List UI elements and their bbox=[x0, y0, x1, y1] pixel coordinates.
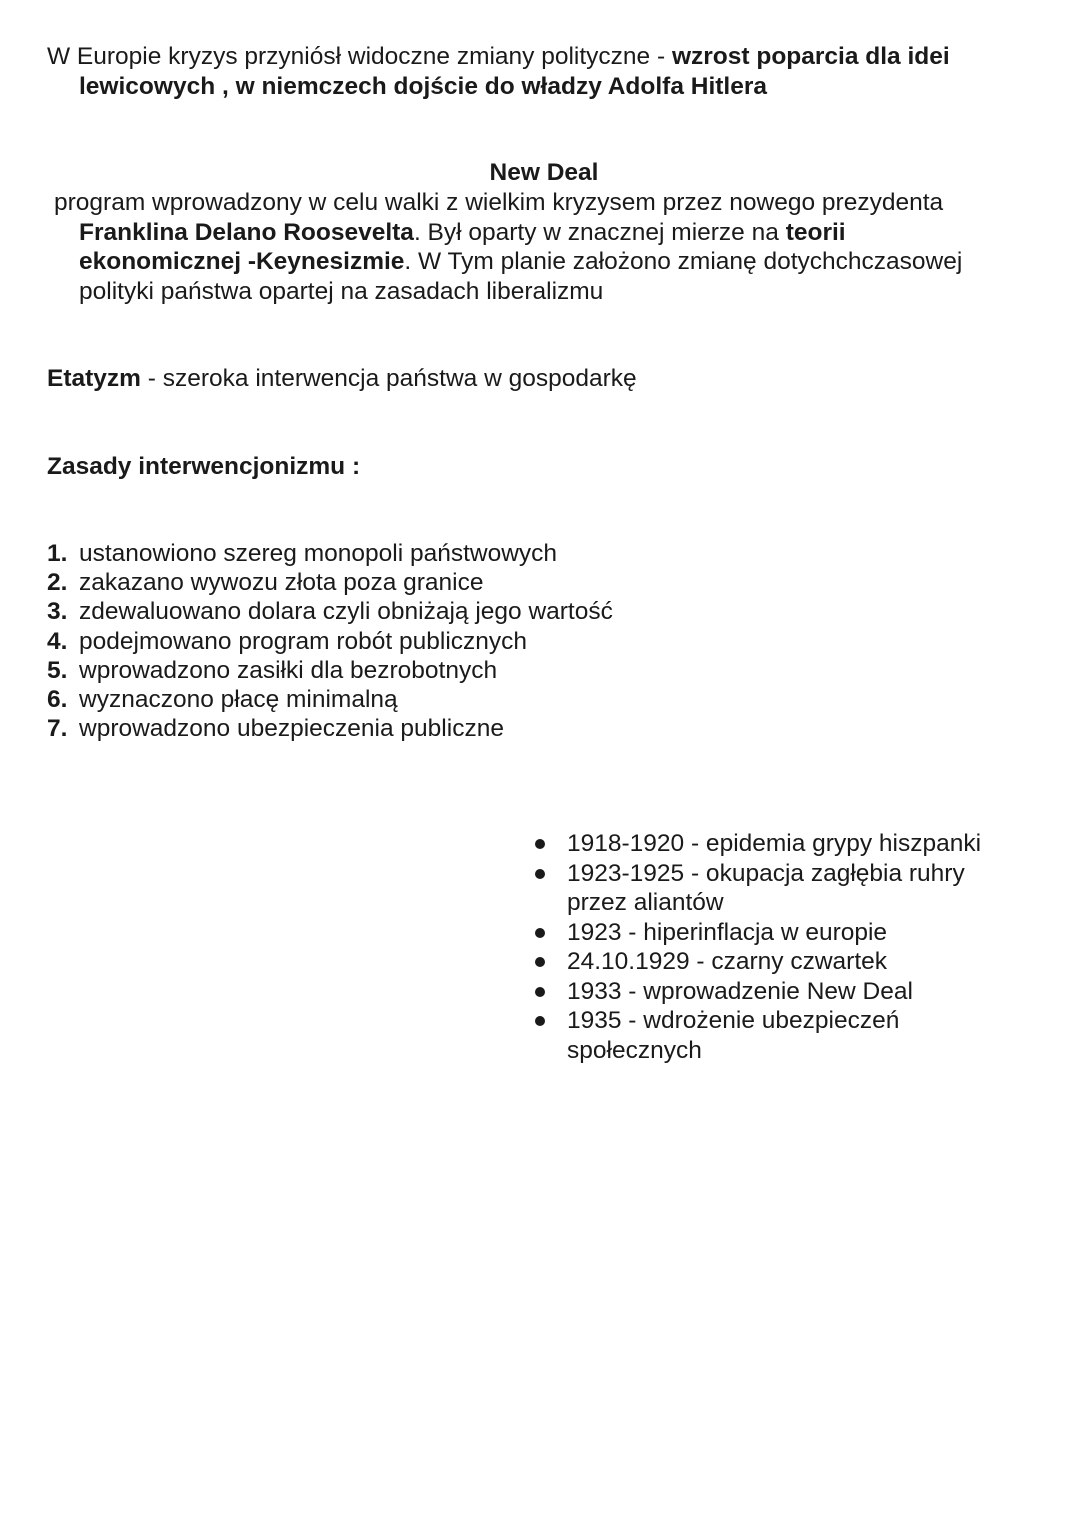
list-item-number: 2. bbox=[47, 569, 68, 597]
list-item-number: 7. bbox=[47, 715, 68, 743]
list-item bbox=[47, 714, 613, 743]
list-item bbox=[47, 597, 613, 626]
list-item bbox=[47, 656, 613, 685]
etatyzm-definition bbox=[47, 364, 947, 394]
list-item-number: 6. bbox=[47, 685, 68, 713]
timeline-item-text-continued: społecznych bbox=[567, 1036, 702, 1064]
new-deal-line-3 bbox=[54, 247, 1034, 277]
list-item-text: wprowadzono ubezpieczenia publiczne bbox=[79, 715, 504, 743]
list-item bbox=[47, 685, 613, 714]
keynesizm-text: ekonomicznej -Keynesizmie bbox=[79, 248, 405, 275]
timeline-item-text: 1918-1920 - epidemia grypy hiszpanki bbox=[567, 830, 982, 857]
new-deal-heading: New Deal bbox=[489, 159, 599, 186]
new-deal-line-4: polityki państwa opartej na zasadach liberalizmu bbox=[79, 277, 604, 305]
intro-text: W Europie kryzys przyniósł widoczne zmiany polityczne - bbox=[47, 43, 672, 70]
list-item-text: podejmowano program robót publicznych bbox=[79, 627, 528, 655]
timeline-item-text: 1935 - wdrożenie ubezpieczeń bbox=[567, 1007, 900, 1034]
timeline-item-text: 1923-1925 - okupacja zagłębia ruhry bbox=[567, 859, 965, 887]
roosevelt-name: Franklina Delano Roosevelta bbox=[79, 218, 414, 246]
bullet-icon bbox=[535, 928, 545, 938]
intro-paragraph bbox=[47, 42, 1037, 101]
list-item-number: 1. bbox=[47, 540, 68, 567]
timeline-item bbox=[535, 829, 1015, 859]
list-item-text: wprowadzono zasiłki dla bezrobotnych bbox=[79, 656, 498, 684]
bullet-icon bbox=[535, 957, 545, 967]
intro-bold-text-continued: lewicowych , w niemczech dojście do władzy Adolfa Hitlera bbox=[79, 72, 767, 100]
bullet-icon bbox=[535, 869, 545, 879]
timeline-item bbox=[535, 947, 1015, 977]
new-deal-line-1: program wprowadzony w celu walki z wielkim kryzysem przez nowego prezydenta bbox=[54, 189, 944, 216]
list-item-text: wyznaczono płacę minimalną bbox=[79, 685, 398, 713]
timeline-item-text: 1933 - wprowadzenie New Deal bbox=[567, 977, 913, 1005]
zasady-list bbox=[47, 539, 613, 743]
timeline-list bbox=[535, 829, 1015, 1065]
timeline-item bbox=[535, 918, 1015, 948]
bullet-icon bbox=[535, 1016, 545, 1026]
teorii-text: teorii bbox=[785, 218, 846, 246]
list-item-number: 5. bbox=[47, 656, 68, 684]
list-item-number: 3. bbox=[47, 598, 68, 626]
timeline-item-text: 1923 - hiperinflacja w europie bbox=[567, 918, 888, 946]
etatyzm-text: - szeroka interwencja państwa w gospodarkę bbox=[140, 365, 637, 392]
list-item bbox=[47, 568, 613, 597]
list-item bbox=[47, 627, 613, 656]
new-deal-line-2 bbox=[54, 218, 1034, 248]
timeline-item-text: 24.10.1929 - czarny czwartek bbox=[567, 948, 888, 975]
timeline-item bbox=[535, 1006, 1015, 1065]
list-item-text: zakazano wywozu złota poza granice bbox=[79, 569, 484, 597]
list-item-text: zdewaluowano dolara czyli obniżają jego wartość bbox=[79, 598, 613, 626]
list-item bbox=[47, 539, 613, 568]
bullet-icon bbox=[535, 839, 545, 849]
new-deal-paragraph bbox=[54, 188, 1034, 306]
list-item-number: 4. bbox=[47, 627, 68, 655]
etatyzm-term: Etatyzm bbox=[47, 365, 141, 392]
new-deal-line-3-text: . W Tym planie założono zmianę dotychchczasowej bbox=[404, 248, 963, 275]
new-deal-line-2-text: . Był oparty w znacznej mierze na bbox=[413, 218, 786, 246]
intro-bold-text: wzrost poparcia dla idei bbox=[671, 43, 950, 70]
zasady-heading: Zasady interwencjonizmu : bbox=[47, 453, 361, 480]
bullet-icon bbox=[535, 987, 545, 997]
list-item-text: ustanowiono szereg monopoli państwowych bbox=[79, 540, 558, 567]
timeline-item-text-continued: przez aliantów bbox=[567, 889, 724, 916]
timeline-item bbox=[535, 977, 1015, 1007]
timeline-item bbox=[535, 859, 1015, 918]
